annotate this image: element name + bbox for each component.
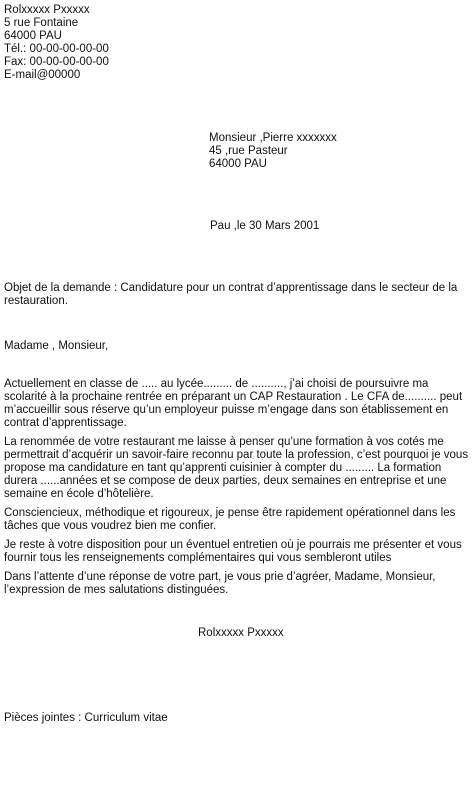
sender-street: 5 rue Fontaine — [4, 17, 79, 29]
recipient-address — [209, 132, 337, 171]
body-paragraph: Dans l’attente d’une réponse de votre part, je vous prie d’agréer, Madame, Monsieur, l’expression de mes salutations distinguées. — [4, 571, 436, 596]
attachments-line: Pièces jointes : Curriculum vitae — [4, 712, 168, 724]
sender-name: Rolxxxxx Pxxxxx — [4, 4, 90, 16]
sender-address — [4, 4, 109, 82]
recipient-street: 45 ,rue Pasteur — [209, 145, 288, 157]
salutation: Madame , Monsieur, — [4, 340, 109, 352]
body-paragraph: Actuellement en classe de ..... au lycée......... de .........., j’ai choisi de poursuivre ma scolarité à la prochaine rentrée en préparant un CAP Restauration . Le CFA de.......... peut m’accueillir sous réserve qu’un employeur puisse m’engage dans son établissement en contrat d’apprentissage. — [4, 378, 463, 429]
date-line: Pau ,le 30 Mars 2001 — [210, 220, 320, 232]
sender-fax: Fax: 00-00-00-00-00 — [4, 56, 109, 68]
sender-phone: Tél.: 00-00-00-00-00 — [4, 43, 109, 55]
signature: Rolxxxxx Pxxxxx — [198, 627, 284, 639]
sender-email: E-mail@00000 — [4, 69, 81, 81]
body-paragraph: Consciencieux, méthodique et rigoureux, je pense être rapidement opérationnel dans les tâches que vous voudrez bien me confier. — [4, 507, 456, 532]
letter-body — [4, 378, 470, 603]
subject-line: Objet de la demande : Candidature pour un contrat d’apprentissage dans le secteur de la restauration. — [4, 282, 458, 307]
recipient-name: Monsieur ,Pierre xxxxxxx — [209, 132, 337, 144]
body-paragraph: La renommée de votre restaurant me laisse à penser qu’une formation à vos cotés me permettrait d’acquérir un savoir-faire reconnu par toute la profession, c’est pourquoi je vous propose ma candidature en tant qu’apprenti cuisinier à compter du ......... La formation durera ......années et se compose de deux parties, deux semaines en entreprise et une semaine en école d’hôtelière. — [4, 436, 469, 500]
recipient-city: 64000 PAU — [209, 158, 267, 170]
sender-city: 64000 PAU — [4, 30, 62, 42]
body-paragraph: Je reste à votre disposition pour un éventuel entretien où je pourrais me présenter et vous fournir tous les renseignements complémentaires qui vous sembleront utiles — [4, 539, 462, 564]
